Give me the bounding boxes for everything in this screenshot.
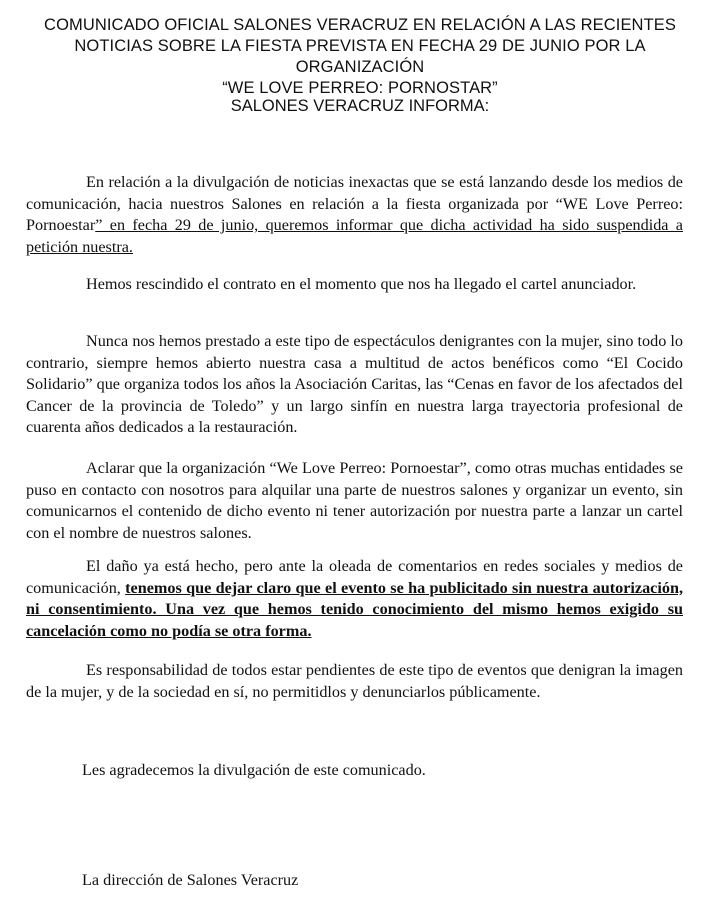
paragraph-1-underlined: ” en fecha 29 de junio, queremos informar que dicha actividad ha sido suspendida a petición nuestra.	[26, 216, 683, 256]
paragraph-5-text: El daño ya está hecho, pero ante la oleada de comentarios en redes sociales y medios de comunicación,	[26, 557, 683, 597]
paragraph-2: Hemos rescindido el contrato en el momento que nos ha llegado el cartel anunciador.	[86, 275, 637, 293]
paragraph-1	[26, 172, 683, 258]
document-subtitle: SALONES VERACRUZ INFORMA:	[230, 97, 490, 115]
document-title	[20, 15, 700, 99]
paragraph-1-text: En relación a la divulgación de noticias inexactas que se está lanzando desde los medios de comunicación, hacia nuestros Salones en relación a la fiesta organizada por “WE Love Perreo: Pornoestar	[26, 173, 683, 234]
title-line-1: COMUNICADO OFICIAL SALONES VERACRUZ EN RELACIÓN A LAS RECIENTES	[44, 16, 676, 34]
title-line-2: NOTICIAS SOBRE LA FIESTA PREVISTA EN FECHA 29 DE JUNIO POR LA ORGANIZACIÓN	[74, 37, 646, 76]
signature-line: La dirección de Salones Veracruz	[82, 871, 299, 889]
title-line-3: “WE LOVE PERREO: PORNOSTAR”	[222, 79, 498, 97]
paragraph-5	[26, 556, 683, 642]
paragraph-6: Es responsabilidad de todos estar pendientes de este tipo de eventos que denigran la imagen de la mujer, y de la sociedad en sí, no permitidlos y denunciarlos públicamente.	[26, 661, 683, 701]
paragraph-4: Aclarar que la organización “We Love Perreo: Pornoestar”, como otras muchas entidades se puso en contacto con nosotros para alquilar una parte de nuestros salones y organizar un evento, sin comunicarnos el contenido de dicho evento ni tener autorización por nuestra parte a lanzar un cartel con el nombre de nuestros salones.	[26, 459, 683, 542]
paragraph-5-emphasis: tenemos que dejar claro que el evento se ha publicitado sin nuestra autorización, ni consentimiento. Una vez que hemos tenido conocimiento del mismo hemos exigido su cancelación como no podía se otra forma.	[26, 578, 683, 640]
paragraph-3: Nunca nos hemos prestado a este tipo de espectáculos denigrantes con la mujer, sino todo lo contrario, siempre hemos abierto nuestra casa a multitud de actos benéficos como “El Cocido Solidario” que organiza todos los años la Asociación Caritas, las “Cenas en favor de los afectados del Cancer de la provincia de Toledo” y un largo sinfín en nuestra larga trayectoria profesional de cuarenta años dedicados a la restauración.	[26, 332, 683, 436]
thanks-line: Les agradecemos la divulgación de este comunicado.	[82, 761, 426, 779]
